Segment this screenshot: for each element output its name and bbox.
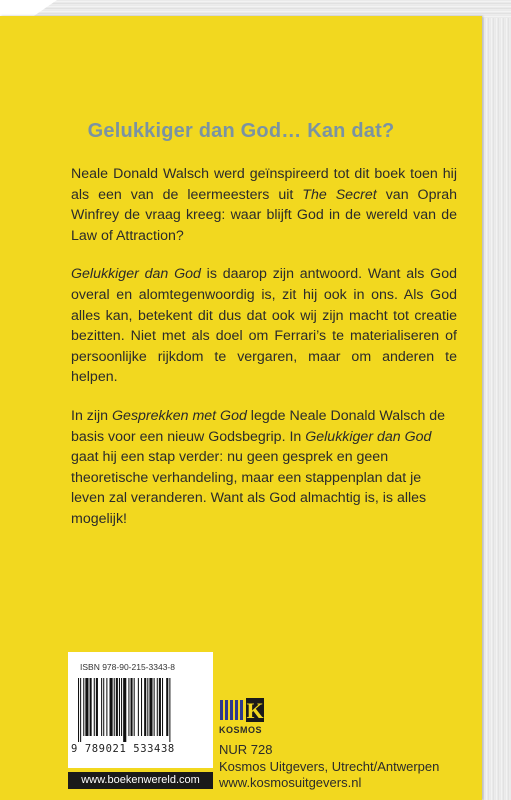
blurb-paragraph-1 (71, 164, 457, 246)
blurb-text: In zijn (71, 407, 113, 424)
publisher-url: www.kosmosuitgevers.nl (219, 775, 362, 790)
blurb-text: is daarop zijn antwoord. Want als God overal en alomtegenwoordig is, zit hij ook in ons. Als God alles kan, betekent dit dus dat ook wij zijn macht tot creatie bezitten. Niet met als doel om Ferrari’s te materialiseren of persoonlijke rijkdom te vergaren, maar om anderen te helpen. (71, 266, 457, 386)
blurb-paragraph-2 (71, 264, 457, 388)
logo-letter: K (246, 698, 264, 723)
cover-headline: Gelukkiger dan God… Kan dat? (87, 120, 395, 142)
publisher-logo-name: KOSMOS (219, 725, 263, 735)
back-cover (0, 16, 482, 800)
blurb-text: Neale Donald Walsch werd geïnspireerd tot dit boek toen hij als een van de leermeesters uit (71, 166, 457, 203)
isbn-number: ISBN 978-90-215-3343-8 (80, 662, 175, 672)
publisher-info (219, 742, 439, 792)
book-title-gesprekken: Gesprekken met God (112, 407, 247, 424)
barcode-panel (68, 652, 213, 768)
barcode-graphic (76, 678, 205, 744)
book-title: Gelukkiger dan God (305, 428, 432, 445)
nur-code: NUR 728 (219, 742, 273, 757)
blurb-text: van Oprah Winfrey de vraag kreeg: waar blijft God in de wereld van de Law of Attraction? (71, 186, 457, 244)
barcode-digits: 9 789021 533438 (71, 743, 175, 755)
blurb-text: gaat hij een stap verder: nu geen gesprek en geen theoretische verhandeling, maar een stappenplan dat je leven zal veranderen. Want als God almachtig is, is alles mogelijk! (71, 449, 427, 527)
blurb-paragraph-3 (71, 406, 457, 530)
book-title-the-secret: The Secret (302, 186, 377, 203)
publisher-name: Kosmos Uitgevers, Utrecht/Antwerpen (219, 758, 440, 774)
website-label: www.boekenwereld.com (68, 772, 213, 789)
book-title: Gelukkiger dan God (71, 266, 201, 283)
cover-blurb (71, 164, 457, 548)
blurb-text: legde Neale Donald Walsch de basis voor een nieuw Godsbegrip. In (71, 407, 446, 445)
